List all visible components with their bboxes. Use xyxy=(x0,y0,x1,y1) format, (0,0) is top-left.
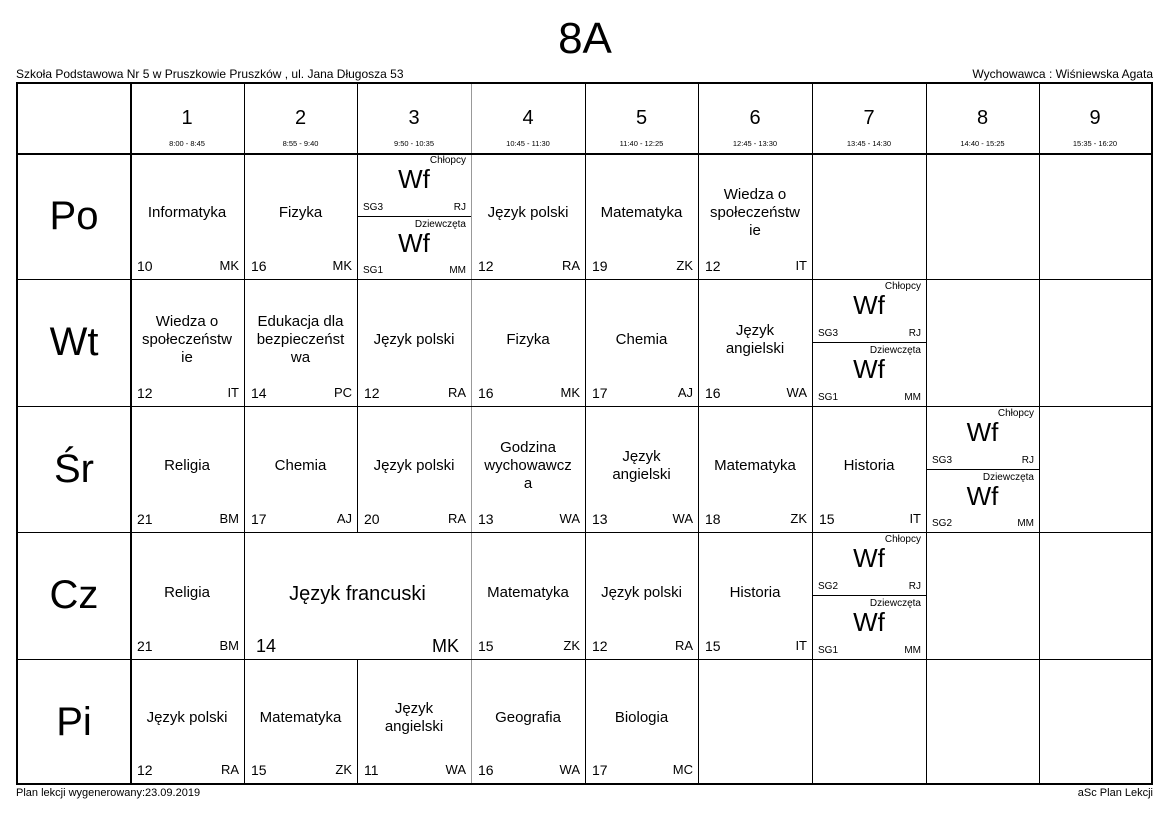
grid-line xyxy=(471,84,472,783)
lesson-room: 13 xyxy=(592,511,608,527)
lesson-teacher: RJ xyxy=(908,328,921,339)
lesson-subject xyxy=(246,313,355,367)
period-number: 8 xyxy=(976,107,989,129)
subject-line: społeczeństw xyxy=(709,204,801,221)
lesson-cell[interactable] xyxy=(585,153,698,279)
lesson-cell[interactable] xyxy=(130,532,244,659)
empty-cell xyxy=(926,153,1039,279)
lesson-cell[interactable] xyxy=(698,279,812,406)
period-header-7 xyxy=(812,84,926,153)
lesson-teacher: WA xyxy=(786,385,807,400)
lesson-room: 15 xyxy=(478,638,494,654)
lesson-cell[interactable] xyxy=(130,153,244,279)
lesson-teacher: MK xyxy=(432,636,459,656)
empty-cell xyxy=(698,659,812,783)
grid-line xyxy=(18,279,1151,280)
grid-line xyxy=(812,84,813,783)
lesson-group-bottom[interactable] xyxy=(812,595,926,659)
lesson-room: 15 xyxy=(705,638,721,654)
lesson-subject: Wf xyxy=(853,354,885,384)
subject-line: Język xyxy=(735,321,775,339)
lesson-room: 16 xyxy=(478,762,494,778)
group-name: Dziewczęta xyxy=(982,472,1034,483)
period-time: 10:45 - 11:30 xyxy=(506,139,550,148)
lesson-room: 13 xyxy=(478,511,494,527)
lesson-subject: Religia xyxy=(164,457,210,474)
lesson-subject: Matematyka xyxy=(487,583,569,601)
empty-cell xyxy=(1039,279,1151,406)
period-number: 4 xyxy=(522,107,534,129)
lesson-room: 12 xyxy=(137,762,153,778)
lesson-cell[interactable] xyxy=(471,406,585,532)
homeroom-teacher: Wychowawca : Wiśniewska Agata xyxy=(972,67,1153,81)
lesson-room: 14 xyxy=(251,385,267,401)
group-name: Dziewczęta xyxy=(869,345,921,356)
lesson-teacher: WA xyxy=(445,762,466,777)
lesson-teacher: RA xyxy=(220,762,239,777)
lesson-teacher: IT xyxy=(795,258,807,273)
empty-cell xyxy=(926,659,1039,783)
grid-line xyxy=(130,84,132,783)
lesson-subject: Religia xyxy=(164,583,210,601)
lesson-cell[interactable] xyxy=(812,279,926,406)
grid-line xyxy=(357,659,358,783)
lesson-room: 16 xyxy=(478,385,494,401)
lesson-room: 19 xyxy=(592,258,608,274)
grid-line xyxy=(1039,84,1040,783)
period-header-5 xyxy=(585,84,698,153)
lesson-subject: Język polski xyxy=(146,709,228,726)
lesson-teacher: PC xyxy=(333,385,352,400)
grid-line xyxy=(357,84,358,532)
period-number: 7 xyxy=(863,107,875,129)
lesson-teacher: WA xyxy=(559,762,580,777)
period-number: 3 xyxy=(408,107,420,129)
lesson-subject: Wf xyxy=(398,164,430,194)
period-header-3 xyxy=(357,84,471,153)
lesson-teacher: RJ xyxy=(908,581,921,592)
period-header-8 xyxy=(926,84,1039,153)
lesson-cell[interactable] xyxy=(585,659,698,783)
subject-line: Język xyxy=(394,700,434,717)
lesson-room: 21 xyxy=(137,638,153,654)
day-name: Cz xyxy=(49,573,99,617)
lesson-subject: Historia xyxy=(729,583,781,601)
corner-cell xyxy=(18,84,130,153)
empty-cell xyxy=(1039,659,1151,783)
lesson-cell[interactable] xyxy=(698,532,812,659)
lesson-cell[interactable] xyxy=(926,406,1039,532)
lesson-cell[interactable] xyxy=(585,532,698,659)
period-number: 1 xyxy=(181,107,193,129)
lesson-teacher: ZK xyxy=(335,762,352,777)
lesson-subject xyxy=(359,700,469,736)
lesson-teacher: RA xyxy=(447,511,466,526)
period-header-6 xyxy=(698,84,812,153)
lesson-teacher: ZK xyxy=(676,258,693,273)
day-label-pi xyxy=(18,659,130,783)
lesson-room: 17 xyxy=(251,511,267,527)
lesson-cell[interactable] xyxy=(357,406,471,532)
subject-line: społeczeństw xyxy=(141,330,233,348)
class-title: 8A xyxy=(558,14,612,63)
lesson-subject: Język polski xyxy=(373,330,455,348)
lesson-cell[interactable] xyxy=(698,153,812,279)
lesson-subject: Wf xyxy=(853,543,885,573)
period-time: 15:35 - 16:20 xyxy=(1072,139,1118,148)
subject-line: bezpieczeńst xyxy=(256,330,345,348)
lesson-room: 15 xyxy=(819,511,835,527)
lesson-group-top[interactable] xyxy=(926,406,1039,469)
subject-line: ie xyxy=(749,222,761,239)
day-name: Śr xyxy=(54,447,94,491)
lesson-room: 17 xyxy=(592,762,608,778)
lesson-room: 16 xyxy=(251,258,267,274)
lesson-subject: Wf xyxy=(966,481,999,511)
subject-line: wa xyxy=(290,348,311,366)
lesson-teacher: AJ xyxy=(336,511,352,526)
lesson-room: 16 xyxy=(705,385,721,401)
period-header-4 xyxy=(471,84,585,153)
period-time: 14:40 - 15:25 xyxy=(960,139,1005,148)
period-time: 8:55 - 9:40 xyxy=(282,139,319,148)
lesson-subject xyxy=(132,313,242,367)
subject-line: a xyxy=(523,475,533,492)
lesson-group-bottom[interactable] xyxy=(812,342,926,406)
lesson-subject: Matematyka xyxy=(259,709,342,726)
group-name: Chłopcy xyxy=(884,534,921,545)
lesson-room: 12 xyxy=(705,258,721,274)
lesson-cell[interactable] xyxy=(698,406,812,532)
empty-cell xyxy=(926,279,1039,406)
group-name: Chłopcy xyxy=(884,281,921,292)
lesson-teacher: RA xyxy=(447,385,466,400)
lesson-teacher: ZK xyxy=(790,511,807,526)
empty-cell xyxy=(812,659,926,783)
subject-line: Godzina xyxy=(500,439,556,456)
lesson-subject: Biologia xyxy=(614,709,669,726)
lesson-cell[interactable] xyxy=(812,406,926,532)
day-name: Pi xyxy=(56,700,92,744)
timetable-grid xyxy=(16,82,1153,785)
lesson-room: 12 xyxy=(364,385,380,401)
subject-line: angielski xyxy=(612,466,671,483)
subject-line: wychowawcz xyxy=(484,457,572,474)
lesson-teacher: RJ xyxy=(1021,455,1034,466)
empty-cell xyxy=(1039,153,1151,279)
lesson-teacher: WA xyxy=(672,511,693,526)
lesson-teacher: RA xyxy=(674,638,693,653)
lesson-room: 12 xyxy=(592,638,608,654)
subject-line: Wiedza o xyxy=(723,186,787,203)
day-label-wt xyxy=(18,279,130,406)
grid-line xyxy=(18,406,1151,407)
day-name: Wt xyxy=(49,320,99,364)
grid-line xyxy=(18,659,1151,660)
lesson-group-bottom[interactable] xyxy=(357,216,471,279)
grid-line xyxy=(926,84,927,783)
subject-line: Wiedza o xyxy=(155,312,219,330)
lesson-room: 14 xyxy=(256,636,277,656)
lesson-teacher: IT xyxy=(909,511,921,526)
lesson-cell[interactable] xyxy=(130,406,244,532)
lesson-subject: Język francuski xyxy=(289,582,426,605)
generated-date: Plan lekcji wygenerowany:23.09.2019 xyxy=(16,787,201,799)
lesson-cell[interactable] xyxy=(471,279,585,406)
lesson-room: SG3 xyxy=(932,455,953,466)
lesson-subject: Matematyka xyxy=(600,204,683,221)
school-name: Szkoła Podstawowa Nr 5 w Pruszkowie Pruszków , ul. Jana Długosza 53 xyxy=(16,67,404,81)
lesson-room: 12 xyxy=(137,385,153,401)
grid-line xyxy=(585,84,586,783)
lesson-teacher: AJ xyxy=(677,385,693,400)
lesson-room: SG2 xyxy=(932,518,953,529)
lesson-subject: Informatyka xyxy=(147,204,227,221)
lesson-cell[interactable] xyxy=(585,279,698,406)
lesson-room: SG3 xyxy=(818,328,839,339)
lesson-teacher: MM xyxy=(904,392,921,403)
lesson-teacher: MM xyxy=(904,645,921,656)
lesson-teacher: MC xyxy=(672,762,693,777)
lesson-cell[interactable] xyxy=(244,153,357,279)
lesson-cell[interactable] xyxy=(357,659,471,783)
empty-cell xyxy=(1039,406,1151,532)
lesson-cell[interactable] xyxy=(244,279,357,406)
lesson-room: 20 xyxy=(364,511,380,527)
lesson-room: SG1 xyxy=(363,265,384,276)
lesson-room: SG3 xyxy=(363,202,384,213)
group-name: Dziewczęta xyxy=(414,219,466,230)
lesson-cell[interactable] xyxy=(471,532,585,659)
lesson-room: 15 xyxy=(251,762,267,778)
lesson-group-top[interactable] xyxy=(357,153,471,216)
lesson-room: 10 xyxy=(137,258,153,274)
lesson-subject: Wf xyxy=(853,607,885,637)
lesson-room: 12 xyxy=(478,258,494,274)
period-number: 5 xyxy=(635,107,648,129)
period-header-1 xyxy=(130,84,244,153)
lesson-teacher: BM xyxy=(219,638,239,653)
period-header-2 xyxy=(244,84,357,153)
lesson-room: 21 xyxy=(137,511,153,527)
lesson-teacher: IT xyxy=(227,385,239,400)
group-name: Dziewczęta xyxy=(869,598,921,609)
lesson-room: 11 xyxy=(364,762,379,778)
lesson-subject: Matematyka xyxy=(714,457,796,474)
lesson-subject: Historia xyxy=(843,457,895,474)
empty-cell xyxy=(812,153,926,279)
empty-cell xyxy=(1039,532,1151,659)
day-name: Po xyxy=(49,194,99,238)
lesson-teacher: MK xyxy=(560,385,580,400)
lesson-teacher: MM xyxy=(449,265,466,276)
lesson-cell[interactable] xyxy=(585,406,698,532)
lesson-subject: Geografia xyxy=(495,709,561,726)
period-time: 11:40 - 12:25 xyxy=(619,139,664,148)
lesson-room: SG1 xyxy=(818,645,839,656)
subject-line: angielski xyxy=(725,339,785,357)
lesson-teacher: RA xyxy=(561,258,580,273)
lesson-cell[interactable] xyxy=(471,659,585,783)
lesson-teacher: BM xyxy=(219,511,239,526)
lesson-subject: Wf xyxy=(966,417,999,447)
subject-line: Edukacja dla xyxy=(257,312,344,330)
lesson-cell[interactable] xyxy=(471,153,585,279)
lesson-subject: Język polski xyxy=(373,457,455,474)
lesson-room: 18 xyxy=(705,511,721,527)
subject-line: ie xyxy=(181,348,193,366)
lesson-room: SG2 xyxy=(818,581,839,592)
lesson-cell[interactable] xyxy=(812,532,926,659)
lesson-subject: Fizyka xyxy=(278,204,323,221)
day-label-po xyxy=(18,153,130,279)
subject-line: Język xyxy=(622,448,661,465)
period-number: 2 xyxy=(294,107,307,129)
group-name: Chłopcy xyxy=(997,408,1034,419)
lesson-subject xyxy=(700,186,810,240)
lesson-group-top[interactable] xyxy=(812,279,926,342)
lesson-teacher: RJ xyxy=(453,202,466,213)
lesson-group-top[interactable] xyxy=(812,532,926,595)
lesson-subject: Wf xyxy=(853,290,885,320)
grid-line xyxy=(244,84,245,783)
group-name: Chłopcy xyxy=(429,155,466,166)
lesson-subject xyxy=(473,439,583,493)
lesson-room: SG1 xyxy=(818,392,839,403)
lesson-cell[interactable] xyxy=(244,406,357,532)
lesson-subject: Chemia xyxy=(274,457,327,474)
period-number: 6 xyxy=(749,107,761,129)
lesson-cell[interactable] xyxy=(244,532,471,659)
grid-line xyxy=(18,532,1151,533)
lesson-teacher: MM xyxy=(1017,518,1034,529)
lesson-cell[interactable] xyxy=(357,279,471,406)
lesson-subject xyxy=(587,448,696,484)
lesson-teacher: ZK xyxy=(563,638,580,653)
grid-line xyxy=(698,84,699,783)
lesson-subject: Język polski xyxy=(601,583,682,601)
lesson-cell[interactable] xyxy=(130,279,244,406)
lesson-subject: Język polski xyxy=(487,204,569,221)
lesson-subject: Chemia xyxy=(615,330,668,348)
period-time: 12:45 - 13:30 xyxy=(732,139,778,148)
period-number: 9 xyxy=(1089,107,1101,129)
grid-line xyxy=(18,153,1151,155)
app-name: aSc Plan Lekcji xyxy=(1077,787,1153,799)
lesson-subject: Fizyka xyxy=(506,330,550,348)
lesson-cell[interactable] xyxy=(357,153,471,279)
lesson-subject: Wf xyxy=(398,228,430,258)
subject-line: angielski xyxy=(384,718,444,735)
lesson-teacher: WA xyxy=(559,511,580,526)
lesson-group-bottom[interactable] xyxy=(926,469,1039,532)
lesson-teacher: MK xyxy=(332,258,352,273)
day-label-cz xyxy=(18,532,130,659)
period-time: 8:00 - 8:45 xyxy=(169,139,205,148)
period-time: 9:50 - 10:35 xyxy=(393,139,435,148)
lesson-teacher: IT xyxy=(795,638,807,653)
lesson-cell[interactable] xyxy=(130,659,244,783)
lesson-subject xyxy=(700,322,810,358)
lesson-cell[interactable] xyxy=(244,659,357,783)
empty-cell xyxy=(926,532,1039,659)
lesson-teacher: MK xyxy=(219,258,239,273)
period-time: 13:45 - 14:30 xyxy=(846,139,892,148)
period-header-9 xyxy=(1039,84,1151,153)
day-label-sr xyxy=(18,406,130,532)
lesson-room: 17 xyxy=(592,385,608,401)
